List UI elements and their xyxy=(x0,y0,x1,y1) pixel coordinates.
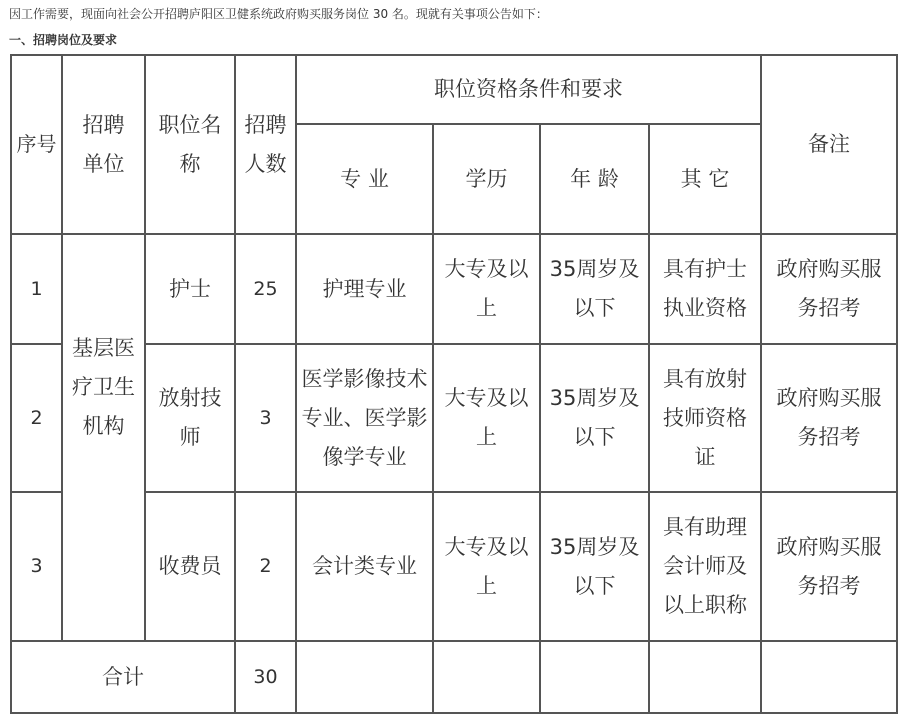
row-3-major: 会计类专业 xyxy=(296,492,433,641)
row-1-age: 35周岁及以下 xyxy=(540,234,649,344)
row-1-position: 护士 xyxy=(145,234,235,344)
total-empty-other xyxy=(649,641,761,713)
row-1-seq: 1 xyxy=(11,234,62,344)
row-3-count: 2 xyxy=(235,492,296,641)
row-1-education: 大专及以上 xyxy=(433,234,540,344)
total-empty-age xyxy=(540,641,649,713)
header-education: 学历 xyxy=(433,124,540,234)
section-title: 一、招聘岗位及要求 xyxy=(9,33,118,47)
row-2-major: 医学影像技术专业、医学影像学专业 xyxy=(296,344,433,492)
total-empty-remarks xyxy=(761,641,897,713)
header-seq: 序号 xyxy=(11,55,62,234)
row-3-position: 收费员 xyxy=(145,492,235,641)
row-1-count: 25 xyxy=(235,234,296,344)
row-2-count: 3 xyxy=(235,344,296,492)
row-2-remarks: 政府购买服务招考 xyxy=(761,344,897,492)
row-2-education: 大专及以上 xyxy=(433,344,540,492)
total-count: 30 xyxy=(235,641,296,713)
row-1-other: 具有护士执业资格 xyxy=(649,234,761,344)
total-empty-major xyxy=(296,641,433,713)
table-header-row xyxy=(11,55,897,124)
row-2-age: 35周岁及以下 xyxy=(540,344,649,492)
total-empty-education xyxy=(433,641,540,713)
header-unit: 招聘单位 xyxy=(62,55,145,234)
header-requirements-group: 职位资格条件和要求 xyxy=(296,55,761,124)
header-remarks: 备注 xyxy=(761,55,897,234)
row-2-position: 放射技师 xyxy=(145,344,235,492)
header-other: 其 它 xyxy=(649,124,761,234)
row-3-education: 大专及以上 xyxy=(433,492,540,641)
recruitment-table xyxy=(10,54,898,714)
row-3-remarks: 政府购买服务招考 xyxy=(761,492,897,641)
table-row xyxy=(11,234,897,344)
header-major: 专 业 xyxy=(296,124,433,234)
header-age: 年 龄 xyxy=(540,124,649,234)
row-1-major: 护理专业 xyxy=(296,234,433,344)
unit-merged-cell: 基层医疗卫生机构 xyxy=(62,234,145,641)
row-3-seq: 3 xyxy=(11,492,62,641)
row-2-other: 具有放射技师资格证 xyxy=(649,344,761,492)
intro-text: 因工作需要，现面向社会公开招聘庐阳区卫健系统政府购买服务岗位 30 名。现就有关事项公告如下： xyxy=(9,7,548,21)
header-position: 职位名称 xyxy=(145,55,235,234)
table-total-row xyxy=(11,641,897,713)
header-count: 招聘人数 xyxy=(235,55,296,234)
row-3-age: 35周岁及以下 xyxy=(540,492,649,641)
total-label: 合计 xyxy=(11,641,235,713)
row-1-remarks: 政府购买服务招考 xyxy=(761,234,897,344)
row-3-other: 具有助理会计师及以上职称 xyxy=(649,492,761,641)
row-2-seq: 2 xyxy=(11,344,62,492)
